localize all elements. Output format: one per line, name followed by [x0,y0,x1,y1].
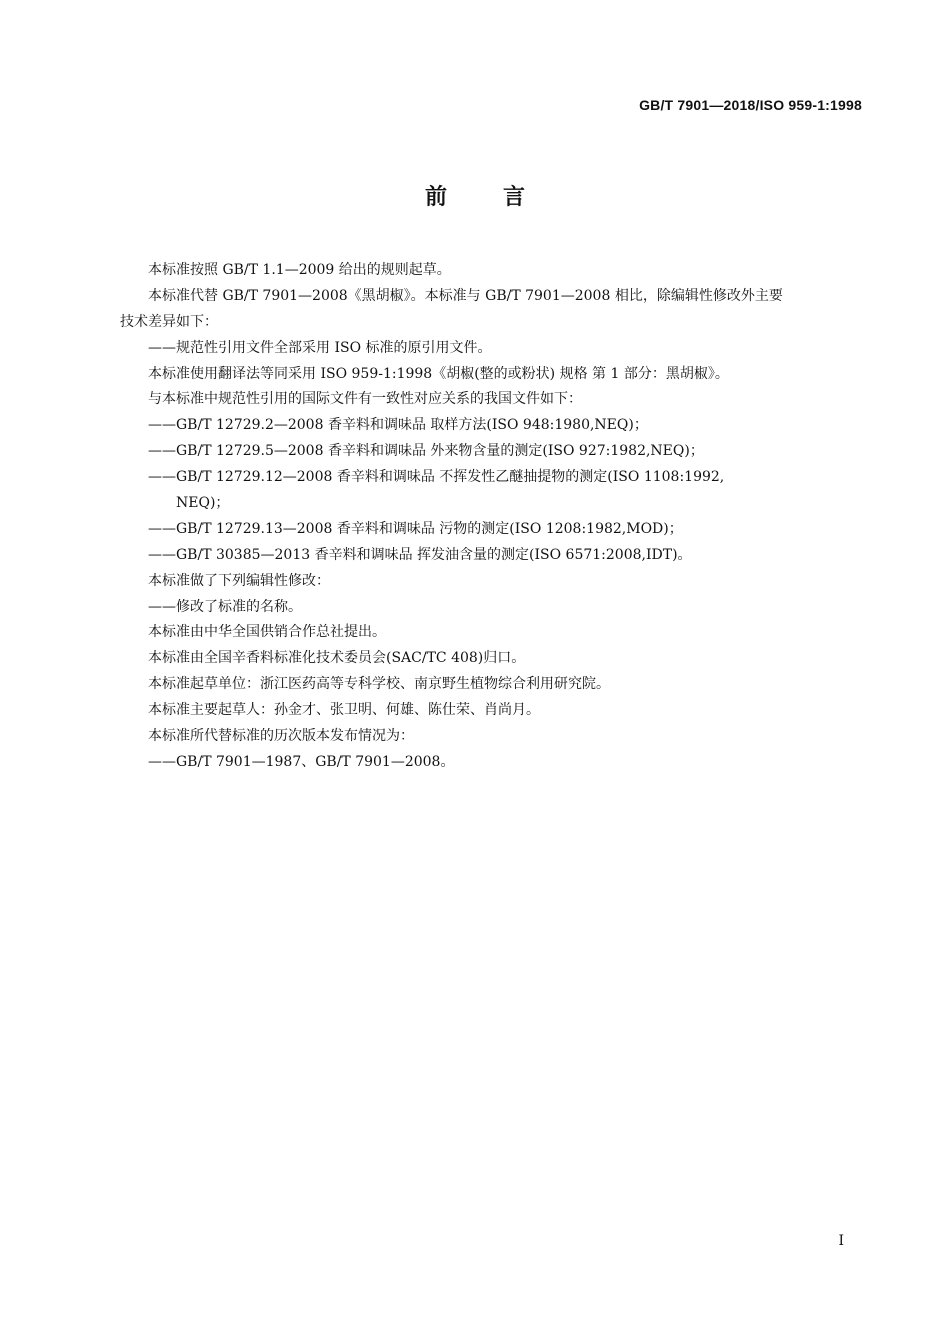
paragraph-replaces-continued: 技术差异如下： [120,313,218,330]
page-number: I [838,1233,844,1249]
list-item-document: ——GB/T 12729.2—2008 香辛料和调味品 取样方法(ISO 948:1980,NEQ)； [148,417,648,434]
list-item-document-continued: NEQ)； [176,495,230,512]
foreword-body [120,258,865,776]
paragraph-replaces: 本标准代替 GB/T 7901—2008《黑胡椒》。本标准与 GB/T 7901—2008 相比，除编辑性修改外主要 [148,287,783,304]
list-item-editorial-change: ——修改了标准的名称。 [148,598,302,615]
standard-code: GB/T 7901—2018/ISO 959-1:1998 [639,97,862,113]
list-item-technical-difference: ——规范性引用文件全部采用 ISO 标准的原引用文件。 [148,339,492,356]
list-item-document: ——GB/T 12729.12—2008 香辛料和调味品 不挥发性乙醚抽提物的测定(ISO 1108:1992, [148,469,725,486]
list-item-document: ——GB/T 12729.5—2008 香辛料和调味品 外来物含量的测定(ISO 927:1982,NEQ)； [148,443,704,460]
paragraph-drafters: 本标准主要起草人：孙金才、张卫明、何雄、陈仕荣、肖尚月。 [148,702,540,719]
paragraph-drafting-rules: 本标准按照 GB/T 1.1—2009 给出的规则起草。 [148,262,451,278]
paragraph-history: 本标准所代替标准的历次版本发布情况为： [148,728,414,745]
paragraph-corresponding-documents: 与本标准中规范性引用的国际文件有一致性对应关系的我国文件如下： [148,391,582,408]
paragraph-editorial-changes: 本标准做了下列编辑性修改： [148,572,330,589]
paragraph-proposed-by: 本标准由中华全国供销合作总社提出。 [148,624,386,641]
page-title: 前言 [424,185,581,210]
paragraph-centralized-by: 本标准由全国辛香料标准化技术委员会(SAC/TC 408)归口。 [148,650,526,667]
paragraph-drafting-units: 本标准起草单位：浙江医药高等专科学校、南京野生植物综合利用研究院。 [148,676,610,693]
list-item-document: ——GB/T 12729.13—2008 香辛料和调味品 污物的测定(ISO 1208:1982,MOD)； [148,520,683,537]
list-item-document: ——GB/T 30385—2013 香辛料和调味品 挥发油含量的测定(ISO 6571:2008,IDT)。 [148,546,692,563]
list-item-history-version: ——GB/T 7901—1987、GB/T 7901—2008。 [148,753,455,770]
paragraph-translation-method: 本标准使用翻译法等同采用 ISO 959-1:1998《胡椒(整的或粉状) 规格 第 1 部分：黑胡椒》。 [148,365,729,382]
